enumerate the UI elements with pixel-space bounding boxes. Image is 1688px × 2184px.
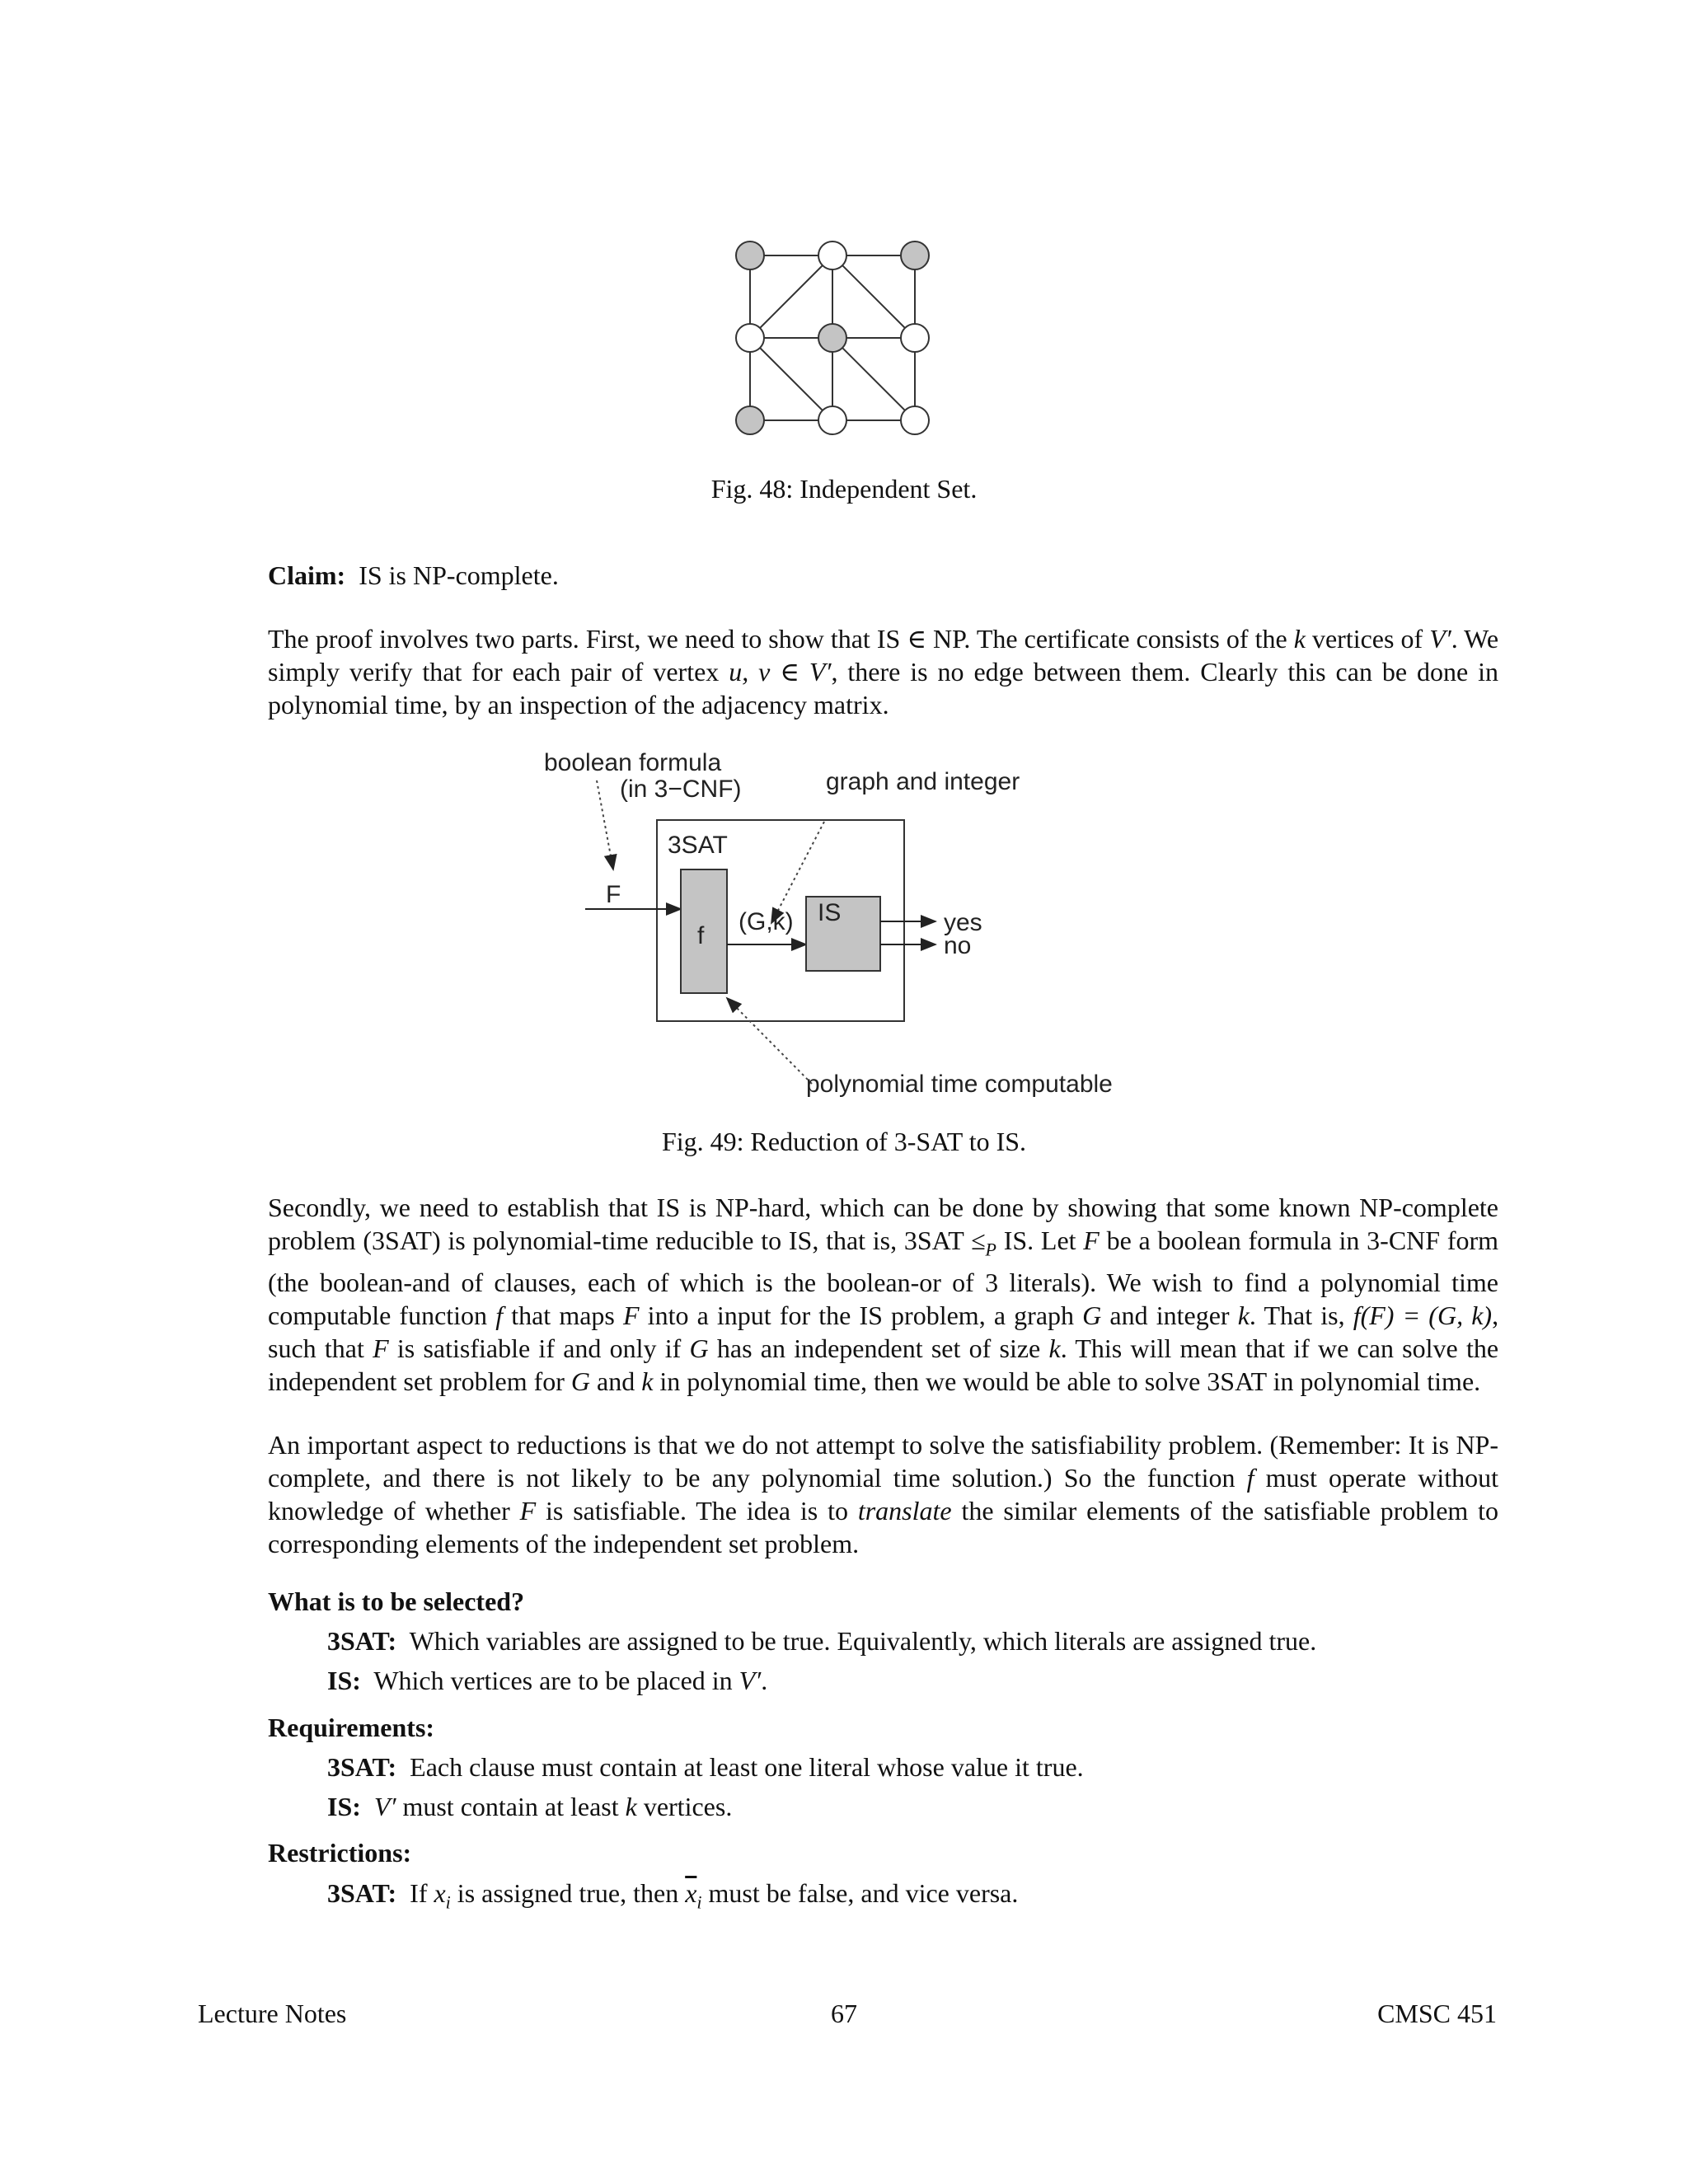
text: IS. Let	[996, 1226, 1084, 1255]
reductions-paragraph	[268, 1428, 1498, 1560]
footer-left: Lecture Notes	[198, 1999, 347, 2028]
graph-edge	[832, 255, 915, 338]
emphasis-translate: translate	[857, 1496, 952, 1526]
label-is: IS	[818, 899, 842, 926]
label-no: no	[944, 932, 972, 959]
graph-edge	[832, 338, 915, 420]
claim-text: IS is NP-complete.	[359, 560, 559, 590]
selected-3sat	[327, 1626, 1316, 1657]
text: . That is,	[1249, 1301, 1353, 1331]
graph-node	[901, 406, 929, 434]
item-text: Each clause must contain at least one literal whose value it true.	[410, 1752, 1084, 1782]
math-F: F	[373, 1333, 389, 1364]
graph-node-selected	[736, 241, 764, 269]
text: be a boolean formula in 3-CNF form (the boolean-and of clauses, each of which is the boolean-or of 3 literals). We wish to find a polynomial time computable function	[268, 1226, 1499, 1331]
math-x: x	[434, 1878, 446, 1908]
item-label: 3SAT:	[327, 1626, 397, 1656]
math-vprime: V′	[1429, 624, 1451, 654]
graph-node-selected	[736, 406, 764, 434]
footer-right: CMSC 451	[1377, 1999, 1497, 2028]
label-boolean-formula: boolean formula	[544, 749, 722, 776]
math-leq: ≤	[970, 1226, 986, 1255]
requirements-is	[327, 1792, 732, 1822]
math-k: k	[1237, 1301, 1250, 1331]
math-sub-i: i	[696, 1891, 702, 1913]
item-label: 3SAT:	[327, 1878, 397, 1908]
math-k: k	[1293, 624, 1306, 654]
restrictions-heading: Restrictions:	[268, 1838, 412, 1868]
requirements-heading: Requirements:	[268, 1713, 435, 1742]
math-sub-p: P	[985, 1239, 996, 1260]
graph-edge	[750, 255, 832, 338]
fig48-caption: Fig. 48: Independent Set.	[710, 474, 978, 504]
fig49-caption: Fig. 49: Reduction of 3-SAT to IS.	[661, 1127, 1027, 1156]
math-fF: f(F) = (G, k)	[1353, 1301, 1493, 1331]
selected-is	[327, 1666, 767, 1696]
dotted-arrow-formula	[597, 780, 613, 869]
claim	[268, 560, 559, 591]
item-text: Which variables are assigned to be true. Equivalently, which literals are assigned true.	[409, 1626, 1317, 1656]
item-label: IS:	[327, 1666, 361, 1695]
label-graph-integer: graph and integer	[826, 768, 1020, 795]
text: in polynomial time, then we would be able to solve 3SAT in polynomial time.	[653, 1366, 1481, 1397]
graph-node	[901, 324, 929, 352]
text: vertices of	[1305, 624, 1430, 654]
math-uv: u, v ∈ V′	[729, 657, 832, 687]
math-vprime: V′	[373, 1792, 396, 1821]
item-text: is assigned true, then	[450, 1878, 686, 1908]
math-f: f	[1246, 1463, 1254, 1493]
math-F: F	[519, 1496, 537, 1526]
math-F: F	[623, 1301, 640, 1331]
label-3cnf: (in 3−CNF)	[620, 776, 742, 803]
text: must operate without knowledge of whether	[268, 1463, 1499, 1526]
graph-node	[818, 241, 846, 269]
item-text: .	[761, 1666, 768, 1695]
item-text: If	[410, 1878, 434, 1908]
text: is satisfiable if and only if	[388, 1333, 690, 1364]
np-hard-paragraph	[268, 1191, 1498, 1398]
math-G: G	[689, 1333, 709, 1364]
selected-heading: What is to be selected?	[268, 1586, 525, 1616]
label-F: F	[606, 881, 621, 908]
math-x-bar: $\overline{x}$	[685, 1878, 697, 1908]
math-k: k	[625, 1792, 637, 1821]
page-number: 67	[831, 1999, 857, 2028]
label-3sat: 3SAT	[668, 832, 728, 859]
text: Secondly, we need to establish that IS is NP-hard, which can be done by showing that some known NP-complete problem (3SAT) is polynomial-time reducible to IS, that is, 3SAT	[268, 1193, 1498, 1255]
text: the similar elements of the satisfiable problem to corresponding elements of the independent set problem.	[268, 1496, 1499, 1558]
text: . We simply verify that for each pair of vertex	[268, 624, 1499, 687]
requirements-3sat	[327, 1752, 1084, 1783]
text: . This will mean that if we can solve the independent set problem for	[268, 1333, 1499, 1397]
independent-set-graph	[725, 231, 940, 445]
reduction-diagram	[528, 746, 1154, 1108]
label-gk: (G,k)	[738, 908, 794, 935]
label-yes: yes	[944, 909, 982, 936]
math-vprime: V′	[738, 1666, 762, 1695]
text: , such that	[268, 1301, 1499, 1364]
graph-node-selected	[901, 241, 929, 269]
text: is satisfiable. The idea is to	[536, 1496, 858, 1526]
dotted-arrow-poly	[727, 998, 812, 1084]
math-k: k	[641, 1366, 654, 1397]
text: , there is no edge between them. Clearly this can be done in polynomial time, by an inspection of the adjacency matrix.	[268, 657, 1499, 719]
text: and	[590, 1366, 642, 1397]
item-text: must contain at least	[396, 1792, 626, 1821]
graph-edge	[750, 338, 832, 420]
text: The proof involves two parts. First, we need to show that IS ∈ NP. The certificate consists of the	[268, 624, 1294, 654]
text: has an independent set of size	[708, 1333, 1049, 1364]
graph-node	[736, 324, 764, 352]
item-text: Which vertices are to be placed in	[373, 1666, 739, 1695]
item-label: IS:	[327, 1792, 361, 1821]
math-k: k	[1048, 1333, 1061, 1364]
math-f: f	[495, 1301, 504, 1331]
text: An important aspect to reductions is that we do not attempt to solve the satisfiability problem. (Remember: It is NP-complete, and there is not likely to be any polynomial time solution.) So the function	[268, 1430, 1498, 1493]
text: and integer	[1101, 1301, 1238, 1331]
math-G: G	[1082, 1301, 1102, 1331]
graph-node-selected	[818, 324, 846, 352]
math-sub-i: i	[445, 1891, 451, 1913]
graph-node	[818, 406, 846, 434]
label-f: f	[697, 922, 705, 949]
proof-paragraph	[268, 622, 1498, 721]
math-F: F	[1083, 1226, 1100, 1255]
item-text: vertices.	[636, 1792, 733, 1821]
math-G: G	[570, 1366, 590, 1397]
claim-label: Claim:	[268, 560, 346, 590]
restrictions-3sat	[327, 1878, 1018, 1913]
label-polynomial: polynomial time computable	[806, 1071, 1113, 1098]
text: that maps	[503, 1301, 623, 1331]
item-text: must be false, and vice versa.	[701, 1878, 1019, 1908]
text: into a input for the IS problem, a graph	[639, 1301, 1083, 1331]
item-label: 3SAT:	[327, 1752, 397, 1782]
